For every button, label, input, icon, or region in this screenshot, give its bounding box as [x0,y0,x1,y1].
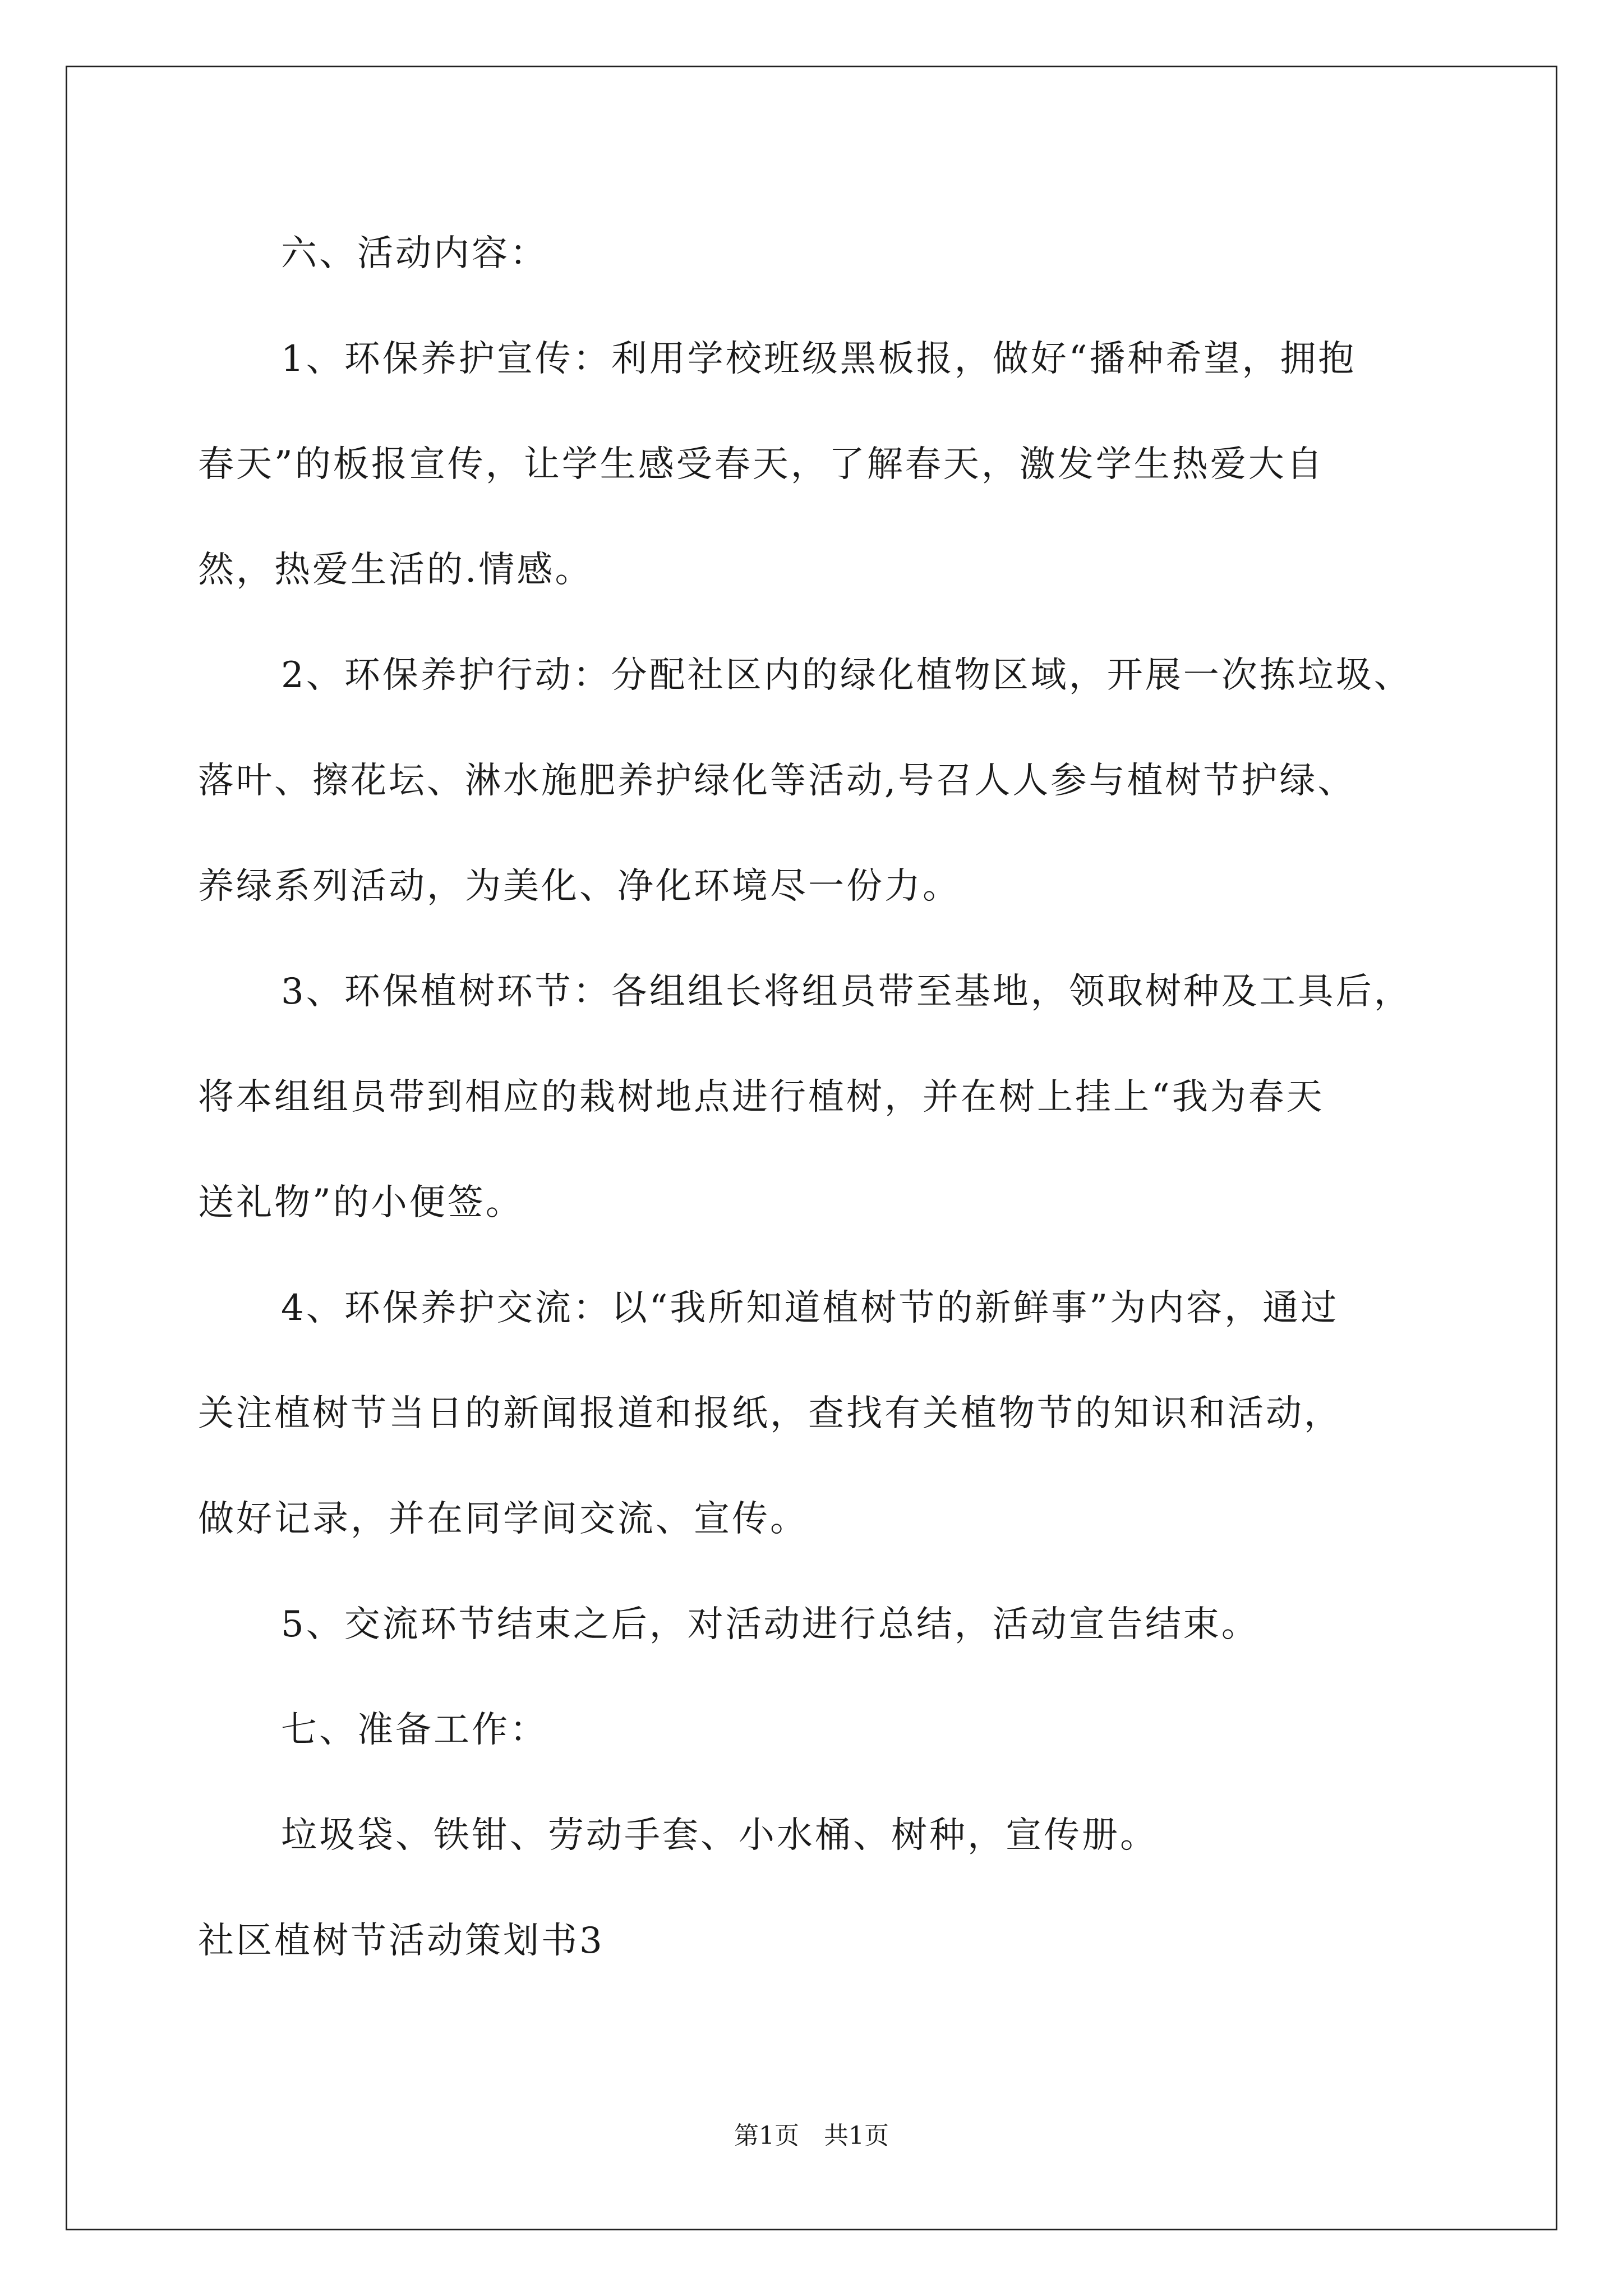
paragraph-line: 送礼物”的小便签。 [198,1182,524,1223]
page-border [66,66,1557,2230]
paragraph-line: 将本组组员带到相应的栽树地点进行植树，并在树上挂上“我为春天 [198,1076,1325,1118]
paragraph-line: 做好记录，并在同学间交流、宣传。 [198,1498,808,1540]
paragraph-line: 春天”的板报宣传，让学生感受春天，了解春天，激发学生热爱大自 [198,444,1325,485]
paragraph-line: 1、环保养护宣传：利用学校班级黑板报，做好“播种希望，拥抱 [281,338,1357,380]
paragraph-line: 垃圾袋、铁钳、劳动手套、小水桶、树种，宣传册。 [281,1815,1158,1856]
page-footer: 第1页 共1页 [734,2122,889,2150]
section-heading-preparation: 七、准备工作： [281,1709,548,1751]
paragraph-line: 然，热爱生活的.情感。 [198,549,593,591]
paragraph-line: 关注植树节当日的新闻报道和报纸，查找有关植物节的知识和活动， [198,1393,1342,1434]
paragraph-line: 落叶、擦花坛、淋水施肥养护绿化等活动,号召人人参与植树节护绿、 [198,760,1356,802]
paragraph-line: 养绿系列活动，为美化、净化环境尽一份力。 [198,866,961,907]
document-title: 社区植树节活动策划书3 [198,1920,605,1962]
paragraph-line: 5、交流环节结束之后，对活动进行总结，活动宣告结束。 [281,1604,1260,1645]
paragraph-line: 2、环保养护行动：分配社区内的绿化植物区域，开展一次拣垃圾、 [281,655,1412,696]
paragraph-line: 3、环保植树环节：各组组长将组员带至基地，领取树种及工具后， [281,971,1412,1013]
section-heading-activity-content: 六、活动内容： [281,233,548,274]
paragraph-line: 4、环保养护交流：以“我所知道植树节的新鲜事”为内容，通过 [281,1287,1339,1329]
